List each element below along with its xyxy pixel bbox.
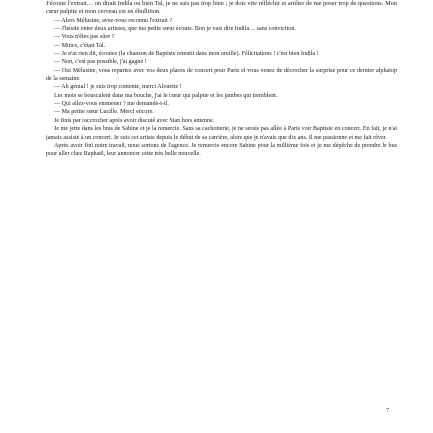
paragraph: — Vous n'êtes pas sûre ?	[54, 34, 115, 41]
paragraph: Les mots se bousculent dans ma bouche, j'ai le cœur qui palpite et les jambes qui tremblent.	[54, 92, 278, 99]
paragraph: Je finis par raccrocher après avoir discuté avec Stan hors antenne.	[54, 117, 215, 124]
paragraph: — Non, c'est pas possible, j'ai gagné !	[54, 59, 147, 66]
page-body	[46, 0, 397, 425]
paragraph: — Alors Mélusine, avez-vous reconnu l'extrait ?	[54, 17, 173, 24]
paragraph: — Je n'ai rien dit, écoutez (la chanson de Baptiste retentit dans mon oreille). Félicitations ! c'est bien Indila !	[54, 51, 319, 58]
paragraph: Je me jette dans les bras de Sabine et je la remercie. Sans sa cachotterie, je ne serais pas allée à Paris voir Baptiste en concert. En fait, je n'ai jamais assisté à un concert. Je suis cet artiste depuis le début de sa carrière, alors que je n'avais que dix ans. Il me passionne et me fait rêver.	[46, 126, 397, 141]
paragraph: — Oui Mélusine, vous repartez avec vos deux places de concert pour Paris et vous venez de décrocher la surprise pour ce dernier alphatop de la semaine.	[46, 67, 397, 83]
paragraph: — Ah génial ! je suis trop contente, merci Alouette !	[54, 84, 182, 91]
paragraph: — Mince, c'était Tal.	[54, 42, 106, 49]
page-number: 7	[386, 408, 389, 414]
paragraph: — J'hésite entre deux artistes, que ma petite sœur écoute. Bon je vais dire Indila… sans conviction.	[54, 26, 296, 33]
paragraph: — Qui allez-vous emmener ? me demande-t-il.	[54, 101, 169, 108]
paragraph: Après avoir fini notre travail, nous sortons de l'agence. Je remercie encore Sabine pour la millième fois et je me dépêche de prendre le bus pour aller chez Raphaël, leur annoncer cette très belle nouvelle.	[46, 142, 397, 158]
paragraph: — Ma petite sœur Lucille. Merci encore.	[54, 109, 154, 116]
paragraph: J'écoute l'extrait… on dirait Indila ou bien Tal, je ne sais pas trop bien ; je dois vite réfléchir et arrêter de me poser trop de questions. Mon cœur palpite et mon cerveau est en ébullition.	[46, 0, 397, 16]
